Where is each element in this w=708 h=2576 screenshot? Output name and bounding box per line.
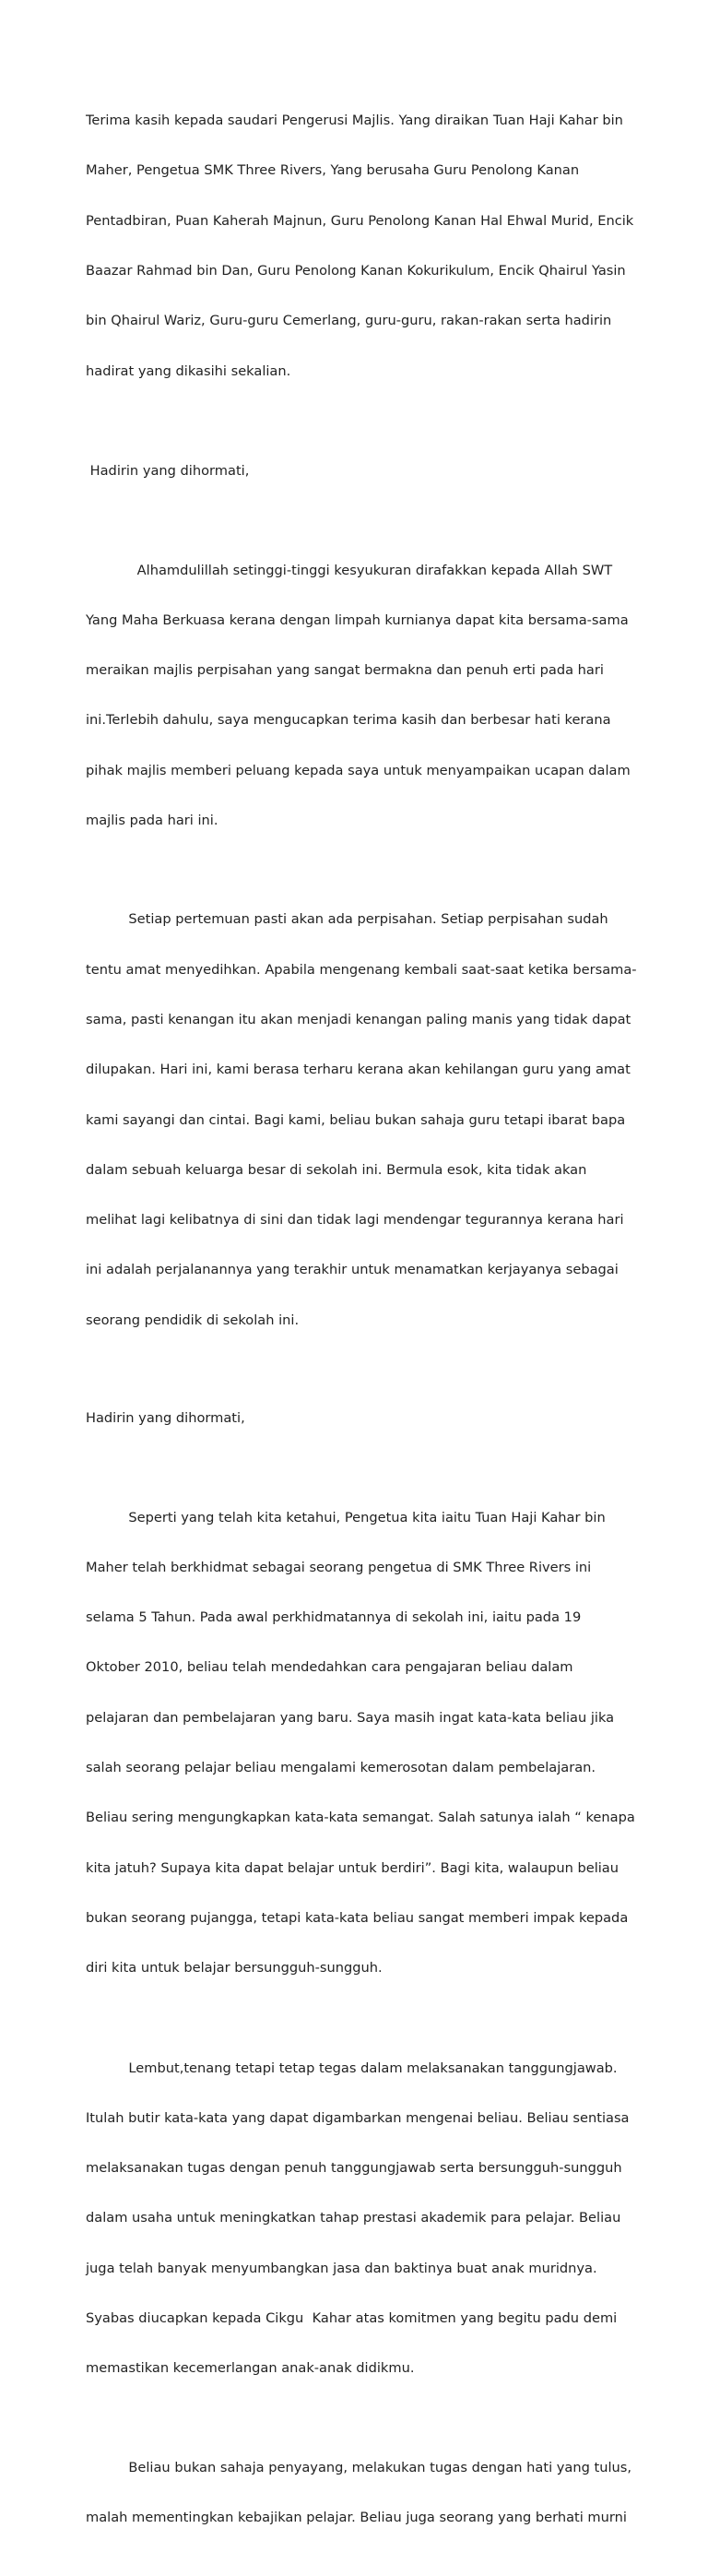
text-line: pelajaran dan pembelajaran yang baru. Saya masih ingat kata-kata beliau jika [86, 1709, 615, 1726]
text-line: pihak majlis memberi peluang kepada saya untuk menyampaikan ucapan dalam [86, 762, 631, 778]
paragraph-opening [86, 528, 631, 862]
text-line: selama 5 Tahun. Pada awal perkhidmatannya di sekolah ini, iaitu pada 19 [86, 1609, 582, 1626]
text-line: Beliau bukan sahaja penyayang, melakukan tugas dengan hati yang tulus, [86, 2459, 632, 2475]
paragraph-greeting [86, 79, 634, 413]
text-line: meraikan majlis perpisahan yang sangat bermakna dan penuh erti pada hari [86, 662, 604, 679]
text-line: salah seorang pelajar beliau mengalami kemerosotan dalam pembelajaran. [86, 1760, 596, 1775]
paragraph-closing-partial [86, 2427, 631, 2560]
paragraph-farewell [86, 878, 637, 1362]
document-body [86, 79, 637, 2576]
text-line: Alhamdulillah setinggi-tinggi kesyukuran dirafakkan kepada Allah SWT [86, 562, 613, 578]
text-line: Baazar Rahmad bin Dan, Guru Penolong Kanan Kokurikulum, Encik Qhairul Yasin [86, 263, 626, 279]
text-line: ini.Terlebih dahulu, saya mengucapkan terima kasih dan berbesar hati kerana [86, 712, 611, 729]
text-line: kita jatuh? Supaya kita dapat belajar untuk berdiri”. Bagi kita, walaupun beliau [86, 1859, 619, 1876]
text-line: majlis pada hari ini. [86, 812, 218, 828]
text-line: Oktober 2010, beliau telah mendedahkan cara pengajaran beliau dalam [86, 1659, 573, 1676]
text-line: Hadirin yang dihormati, [86, 463, 250, 480]
text-line: memastikan kecemerlangan anak-anak didikmu. [86, 2360, 415, 2377]
text-line: Itulah butir kata-kata yang dapat digambarkan mengenai beliau. Beliau sentiasa [86, 2109, 630, 2126]
text-line: Terima kasih kepada saudari Pengerusi Majlis. Yang diraikan Tuan Haji Kahar bin [86, 113, 623, 129]
text-line: Syabas diucapkan kepada Cikgu Kahar atas komitmen yang begitu padu demi [86, 2310, 618, 2326]
text-line: Seperti yang telah kita ketahui, Pengetua kita iaitu Tuan Haji Kahar bin [86, 1509, 606, 1525]
text-line: Lembut,tenang tetapi tetap tegas dalam melaksanakan tanggungjawab. [86, 2060, 618, 2076]
text-line: Hadirin yang dihormati, [86, 1410, 245, 1427]
text-line: Beliau sering mengungkapkan kata-kata semangat. Salah satunya ialah “ kenapa [86, 1810, 635, 1826]
text-line: Pentadbiran, Puan Kaherah Majnun, Guru Penolong Kanan Hal Ehwal Murid, Encik [86, 212, 634, 229]
text-line: Setiap pertemuan pasti akan ada perpisahan. Setiap perpisahan sudah [86, 911, 608, 928]
text-line: diri kita untuk belajar bersungguh-sungguh. [86, 1960, 383, 1977]
paragraph-character [86, 2026, 631, 2410]
text-line: sama, pasti kenangan itu akan menjadi kenangan paling manis yang tidak dapat [86, 1011, 631, 1027]
text-line: dalam usaha untuk meningkatkan tahap prestasi akademik para pelajar. Beliau [86, 2210, 621, 2226]
paragraph-salutation [86, 430, 631, 513]
paragraph-salutation-2 [86, 1377, 631, 1460]
text-line: Yang Maha Berkuasa kerana dengan limpah kurnianya dapat kita bersama-sama [86, 611, 629, 628]
text-line: Maher telah berkhidmat sebagai seorang pengetua di SMK Three Rivers ini [86, 1559, 592, 1575]
text-line: seorang pendidik di sekolah ini. [86, 1312, 300, 1328]
text-line: ini adalah perjalanannya yang terakhir untuk menamatkan kerjayanya sebagai [86, 1262, 619, 1278]
text-line: dalam sebuah keluarga besar di sekolah ini. Bermula esok, kita tidak akan [86, 1161, 587, 1178]
text-line: dilupakan. Hari ini, kami berasa terharu kerana akan kehilangan guru yang amat [86, 1062, 631, 1078]
text-line: melaksanakan tugas dengan penuh tanggungjawab serta bersungguh-sungguh [86, 2160, 622, 2177]
text-line: melihat lagi kelibatnya di sini dan tidak lagi mendengar tegurannya kerana hari [86, 1212, 624, 1229]
text-line: bin Qhairul Wariz, Guru-guru Cemerlang, guru-guru, rakan-rakan serta hadirin [86, 313, 612, 329]
paragraph-service [86, 1476, 635, 2010]
text-line: tentu amat menyedihkan. Apabila mengenang kembali saat-saat ketika bersama- [86, 961, 637, 978]
text-line: bukan seorang pujangga, tetapi kata-kata beliau sangat memberi impak kepada [86, 1909, 629, 1926]
text-line: hadirat yang dikasihi sekalian. [86, 362, 291, 379]
text-line: juga telah banyak menyumbangkan jasa dan baktinya buat anak muridnya. [86, 2260, 597, 2276]
text-line: malah mementingkan kebajikan pelajar. Beliau juga seorang yang berhati murni [86, 2510, 627, 2526]
text-line: kami sayangi dan cintai. Bagi kami, beliau bukan sahaja guru tetapi ibarat bapa [86, 1111, 626, 1128]
text-line: Maher, Pengetua SMK Three Rivers, Yang berusaha Guru Penolong Kanan [86, 162, 580, 179]
